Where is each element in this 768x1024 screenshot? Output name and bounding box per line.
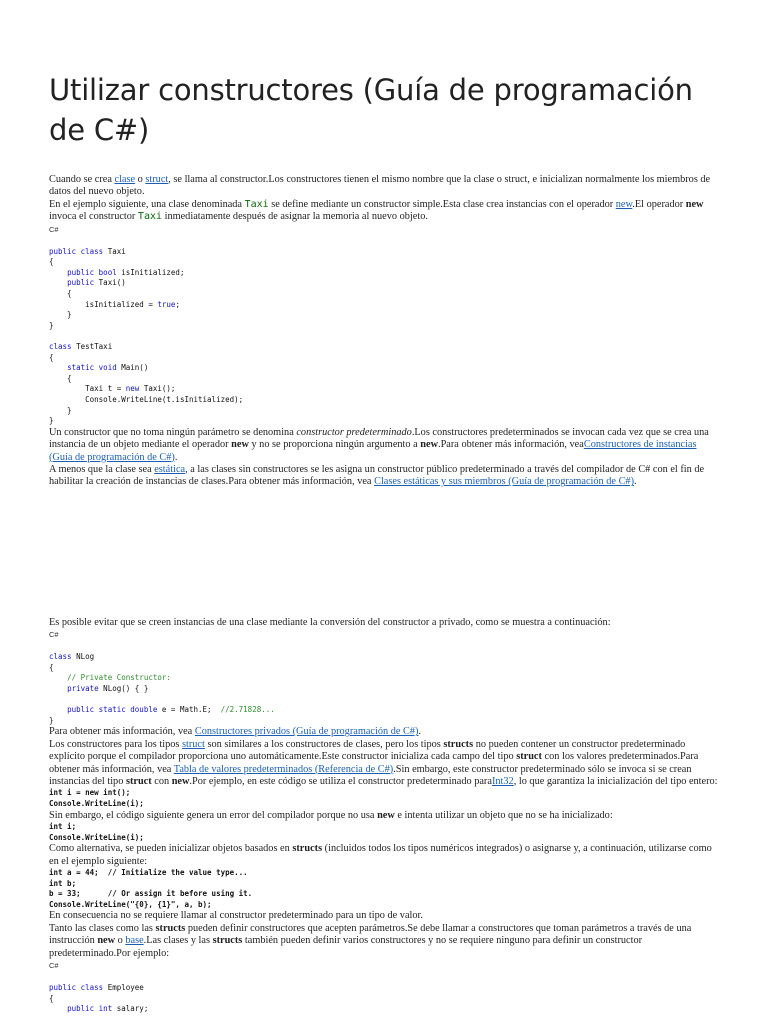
code-text: } xyxy=(49,416,54,426)
code-text: Main() xyxy=(116,363,149,373)
struct-constructors-paragraph: Los constructores para los tipos struct son similares a los constructores de clases, pero los tipos structs no pueden contener un constructor predeterminado explícito porque el compilador proporciona uno automáticamente.Este constructor inicializa cada campo del tipo struct con los valores predeterminados.Para obtener más información, vea Tabla de valores predeterminados (Referencia de C#).Sin embargo, este constructor predeterminado sólo se invoca si se crean instancias del tipo struct con new.Por ejemplo, en este código se utiliza el constructor predeterminado paraInt32, lo que garantiza la inicialización del tipo entero: xyxy=(49,738,718,787)
code-text xyxy=(49,363,67,372)
code-text: e = Math.E; xyxy=(157,705,221,715)
uninitialized-paragraph: Sin embargo, el código siguiente genera un error del compilador porque no usa new e intenta utilizar un objeto que no se ha inicializado: xyxy=(49,809,613,821)
link-clases-estaticas[interactable]: Clases estáticas y sus miembros (Guía de programación de C#) xyxy=(374,476,635,488)
code-text xyxy=(49,705,67,714)
code-text: isInitialized; xyxy=(116,267,185,277)
link-struct-2[interactable]: struct xyxy=(181,738,205,750)
code-text: NLog() { } xyxy=(98,683,149,693)
code-text: { xyxy=(49,993,54,1003)
code-text: { xyxy=(49,352,54,362)
code-text: TestTaxi xyxy=(71,341,113,351)
code-text xyxy=(49,684,67,693)
code-text: { xyxy=(49,257,54,267)
code-block-nlog xyxy=(49,652,721,726)
code-comment: //2.71828... xyxy=(220,705,275,715)
link-constructores-instancias[interactable]: Constructores de instancias (Guía de programación de C#) xyxy=(49,439,697,463)
code-text: Console.WriteLine(t.isInitialized); xyxy=(49,394,244,404)
consequence-paragraph: En consecuencia no se requiere llamar al constructor predeterminado para un tipo de valor. xyxy=(49,910,423,922)
code-keyword: new xyxy=(125,384,140,394)
inline-code-taxi-2: Taxi xyxy=(137,211,163,223)
code-language-label: C# xyxy=(49,224,59,234)
code-language-label: C# xyxy=(49,630,59,640)
code-keyword: class xyxy=(49,652,72,662)
parameters-paragraph: Tanto las clases como las structs pueden definir constructores que acepten parámetros.Se debe llamar a constructores que toman parámetros a través de una instrucción new o base.Las clases y las structs también pueden definir varios constructores y no se requiere ninguno para definir un constructor predeterminado.Por ejemplo: xyxy=(49,922,692,959)
article xyxy=(49,0,721,1015)
code-text: } xyxy=(49,715,54,725)
taxi-intro-paragraph: En el ejemplo siguiente, una clase denominada Taxi se define mediante un constructor simple.Esta clase crea instancias con el operador new.El operador new invoca el constructor Taxi inmediatamente después de asignar la memoria al nuevo objeto. xyxy=(49,198,704,223)
code-text xyxy=(49,673,67,682)
page-title: Utilizar constructores (Guía de programación de C#) xyxy=(49,73,693,147)
code-text: } xyxy=(49,405,72,415)
code-text: Taxi(); xyxy=(139,384,176,394)
code-text xyxy=(49,1004,67,1013)
alternative-paragraph: Como alternativa, se pueden inicializar objetos basados en structs (incluidos todos los tipos numéricos integrados) o asignarse y, a continuación, utilizarse como en el ejemplo siguiente: xyxy=(49,843,712,867)
code-keyword: static void xyxy=(67,363,117,373)
code-text: Taxi() xyxy=(94,278,126,288)
code-text: salary; xyxy=(112,1004,149,1014)
link-tabla-valores[interactable]: Tabla de valores predeterminados (Referencia de C#) xyxy=(173,763,394,775)
link-clase[interactable]: clase xyxy=(114,174,136,185)
link-struct[interactable]: struct xyxy=(145,174,169,185)
inline-code-taxi: Taxi xyxy=(244,198,269,210)
code-block-int-init: int i = new int(); Console.WriteLine(i); xyxy=(49,788,144,808)
code-text: NLog xyxy=(71,652,95,662)
code-block-uninitialized: int i; Console.WriteLine(i); xyxy=(49,821,144,842)
code-block-taxi xyxy=(49,247,721,427)
code-text: Taxi xyxy=(103,246,126,256)
code-text xyxy=(49,278,67,287)
code-keyword: public int xyxy=(67,1004,113,1014)
private-constructor-paragraph: Es posible evitar que se creen instancias de una clase mediante la conversión del constructor a privado, como se muestra a continuación: xyxy=(49,616,611,628)
code-keyword: public xyxy=(67,278,95,288)
link-estatica[interactable]: estática xyxy=(154,463,186,475)
code-text: Taxi t = xyxy=(49,384,126,394)
code-text: isInitialized = xyxy=(49,299,158,309)
link-int32[interactable]: Int32 xyxy=(491,775,514,787)
code-keyword: private xyxy=(67,683,99,693)
code-text: ; xyxy=(175,299,180,309)
static-class-paragraph: A menos que la clase sea estática, a las clases sin constructores se les asigna un constructor público predeterminado a través del compilador de C# con el fin de habilitar la creación de instancias de clases.Para obtener más información, vea Clases estáticas y sus miembros (Guía de programación de C#). xyxy=(49,463,705,488)
code-text: { xyxy=(49,662,54,672)
code-text: Employee xyxy=(103,982,144,992)
code-keyword: public class xyxy=(49,982,104,992)
default-constructor-paragraph: Un constructor que no toma ningún parámetro se denomina constructor predeterminado.Los constructores predeterminados se invocan cada vez que se crea una instancia de un objeto mediante el operador new y no se proporciona ningún argumento a new.Para obtener más información, veaConstructores de instancias (Guía de programación de C#). xyxy=(49,426,709,463)
code-text: } xyxy=(49,310,72,320)
code-keyword: public bool xyxy=(67,267,117,277)
code-block-assign: int a = 44; // Initialize the value type... int b; b = 33; // Or assign it before using it. Console.WriteLine("{0}, {1}", a, b); xyxy=(49,867,253,909)
code-block-employee xyxy=(49,983,721,1015)
intro-paragraph: Cuando se crea clase o struct, se llama al constructor.Los constructores tienen el mismo nombre que la clase o struct, e inicializan normalmente los miembros de datos del nuevo objeto. xyxy=(49,174,711,198)
code-language-label: C# xyxy=(49,960,59,970)
code-text xyxy=(49,268,67,277)
link-constructores-privados[interactable]: Constructores privados (Guía de programación de C#) xyxy=(194,726,419,738)
code-text: { xyxy=(49,373,72,383)
code-keyword: public class xyxy=(49,246,104,256)
code-keyword: class xyxy=(49,341,72,351)
code-keyword: public static double xyxy=(67,705,158,715)
code-text: } xyxy=(49,320,54,330)
private-info-paragraph: Para obtener más información, vea Constructores privados (Guía de programación de C#). xyxy=(49,726,422,738)
code-text: { xyxy=(49,289,72,298)
code-keyword: true xyxy=(157,299,176,309)
link-new[interactable]: new xyxy=(615,198,633,210)
code-comment: // Private Constructor: xyxy=(67,673,171,683)
link-base[interactable]: base xyxy=(125,935,144,947)
